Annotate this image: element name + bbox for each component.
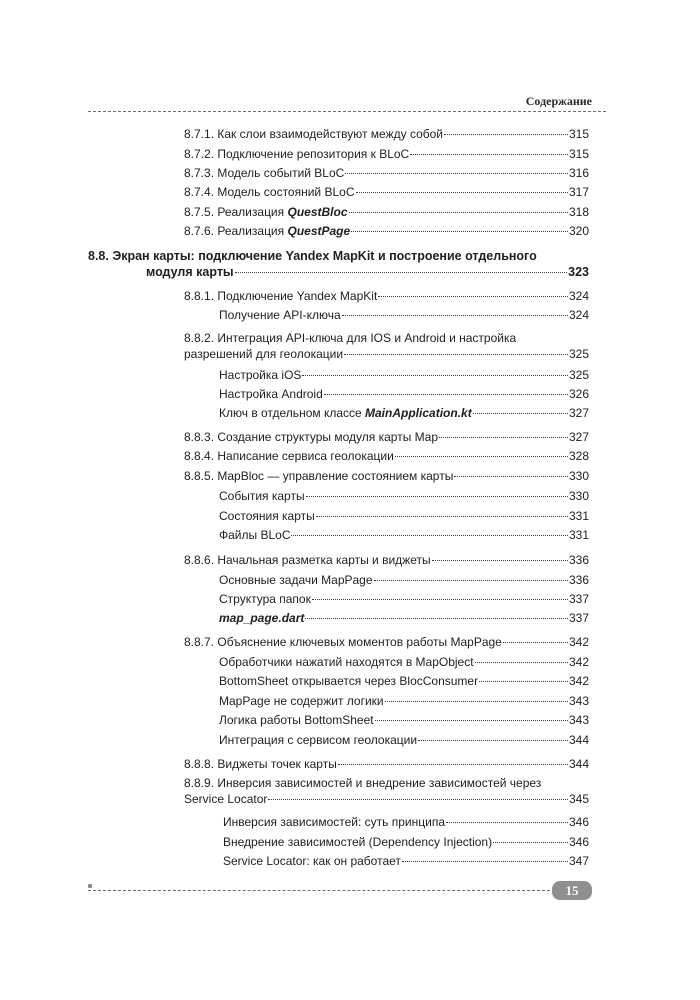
- leader-dots: [410, 154, 568, 155]
- toc-entry-page: 320: [568, 224, 589, 238]
- toc-entry-page: 331: [568, 509, 589, 523]
- leader-dots: [385, 701, 568, 702]
- toc-entry-page: 317: [568, 185, 589, 199]
- leader-dots: [302, 375, 568, 376]
- toc-subentry-map-events[interactable]: [219, 488, 589, 504]
- toc-entry-text: Ключ в отдельном классе: [219, 406, 366, 420]
- leader-dots: [473, 413, 568, 414]
- toc-entry-title: Основные задачи MapPage: [219, 573, 373, 587]
- leader-dots: [356, 192, 568, 193]
- leader-dots: [475, 662, 568, 663]
- toc-subentry-bottomsheet-logic[interactable]: [219, 712, 589, 728]
- toc-entry-page: 347: [568, 854, 589, 868]
- leader-dots: [305, 618, 568, 619]
- toc-entry-page: 328: [568, 449, 589, 463]
- toc-entry-8-8-9[interactable]: [184, 791, 589, 807]
- toc-subentry-bottomsheet-consumer[interactable]: [219, 673, 589, 689]
- toc-subentry-dependency-inversion[interactable]: [223, 814, 589, 830]
- toc-entry-page: 346: [568, 815, 589, 829]
- toc-entry-page: 325: [568, 368, 589, 382]
- toc-entry-emphasis: QuestBloc: [287, 205, 348, 219]
- leader-dots: [378, 296, 568, 297]
- toc-entry-8-8-1[interactable]: [184, 288, 589, 304]
- leader-dots: [395, 456, 568, 457]
- toc-subentry-folder-structure[interactable]: [219, 591, 589, 607]
- toc-entry-page: 325: [568, 347, 589, 361]
- toc-entry-8-8-2-line1[interactable]: 8.8.2. Интеграция API-ключа для IOS и Android и настройка: [184, 331, 517, 345]
- toc-entry-8-8-2[interactable]: [184, 346, 589, 362]
- toc-entry-page: 336: [568, 573, 589, 587]
- toc-subentry-map-states[interactable]: [219, 508, 589, 524]
- leader-dots: [312, 599, 568, 600]
- toc-subentry-main-application[interactable]: [219, 405, 589, 421]
- toc-entry-8-8-6[interactable]: [184, 552, 589, 568]
- toc-entry-title: Интеграция с сервисом геолокации: [219, 733, 418, 747]
- toc-entry-title: MapPage не содержит логики: [219, 694, 384, 708]
- toc-entry-title: [184, 223, 350, 239]
- leader-dots: [479, 681, 568, 682]
- toc-entry-title: Получение API-ключа: [219, 308, 341, 322]
- toc-subentry-service-locator[interactable]: [223, 853, 589, 869]
- toc-entry-title: 8.8.1. Подключение Yandex MapKit: [184, 289, 378, 303]
- toc-entry-title: 8.8.4. Написание сервиса геолокации: [184, 449, 394, 463]
- leader-dots: [316, 516, 568, 517]
- toc-entry-page: 318: [568, 205, 589, 219]
- toc-entry-8-8-7[interactable]: [184, 634, 589, 650]
- toc-entry-page: 342: [568, 674, 589, 688]
- toc-entry-page: 337: [568, 592, 589, 606]
- toc-entry-page: 337: [568, 611, 589, 625]
- toc-entry-title: Внедрение зависимостей (Dependency Injection): [223, 835, 493, 849]
- toc-entry-title: 8.7.4. Модель состояний BLoC: [184, 185, 355, 199]
- toc-entry-title: 8.7.3. Модель событий BLoC: [184, 166, 345, 180]
- toc-entry-page: 316: [568, 166, 589, 180]
- toc-entry-page: 344: [568, 733, 589, 747]
- leader-dots: [306, 496, 568, 497]
- toc-entry-title: Обработчики нажатий находятся в MapObject: [219, 655, 474, 669]
- toc-entry-emphasis: map_page.dart: [219, 611, 305, 625]
- toc-entry-8-8-8[interactable]: [184, 756, 589, 772]
- toc-entry-emphasis: MainApplication.kt: [365, 406, 472, 420]
- toc-entry-page: 336: [568, 553, 589, 567]
- leader-dots: [324, 394, 568, 395]
- leader-dots: [446, 822, 568, 823]
- toc-entry-page: 330: [568, 489, 589, 503]
- toc-entry-8-8-9-line1[interactable]: 8.8.9. Инверсия зависимостей и внедрение зависимостей через: [184, 776, 542, 790]
- toc-entry-title: 8.8.3. Создание структуры модуля карты Map: [184, 430, 438, 444]
- toc-entry-page: 327: [568, 406, 589, 420]
- toc-entry-text: 8.7.5. Реализация: [184, 205, 288, 219]
- toc-entry-title: События карты: [219, 489, 305, 503]
- running-header-title: Содержание: [525, 94, 592, 108]
- toc-subentry-mappage-no-logic[interactable]: [219, 693, 589, 709]
- toc-section-8-8-line1[interactable]: 8.8. Экран карты: подключение Yandex MapKit и построение отдельного: [88, 249, 537, 263]
- toc-entry-title: Настройка Android: [219, 387, 323, 401]
- leader-dots: [418, 740, 568, 741]
- leader-dots: [344, 354, 568, 355]
- toc-entry-8-8-4[interactable]: [184, 448, 589, 464]
- toc-entry-8-7-5[interactable]: [184, 204, 589, 220]
- toc-entry-page: 344: [568, 757, 589, 771]
- page-number-badge: 15: [552, 881, 592, 900]
- toc-entry-page: 343: [568, 694, 589, 708]
- toc-entry-8-8-5[interactable]: [184, 468, 589, 484]
- toc-subentry-dependency-injection[interactable]: [223, 834, 589, 850]
- toc-entry-title: BottomSheet открывается через BlocConsumer: [219, 674, 479, 688]
- leader-dots: [268, 799, 568, 800]
- toc-entry-title: Инверсия зависимостей: суть принципа: [223, 815, 445, 829]
- toc-entry-page: 315: [568, 147, 589, 161]
- toc-subentry-tap-handlers[interactable]: [219, 654, 589, 670]
- toc-entry-8-7-1[interactable]: [184, 126, 589, 142]
- toc-entry-title: Состояния карты: [219, 509, 315, 523]
- leader-dots: [291, 535, 567, 536]
- toc-entry-page: 323: [568, 265, 589, 279]
- toc-entry-8-7-2[interactable]: [184, 146, 589, 162]
- toc-entry-8-7-3[interactable]: [184, 165, 589, 181]
- toc-entry-title: модуля карты: [146, 265, 234, 279]
- toc-entry-page: 326: [568, 387, 589, 401]
- leader-dots: [338, 764, 568, 765]
- toc-entry-page: 330: [568, 469, 589, 483]
- toc-entry-title: Файлы BLoC: [219, 528, 291, 542]
- toc-entry-title: [219, 405, 472, 421]
- leader-dots: [375, 720, 568, 721]
- toc-entry-title: 8.8.6. Начальная разметка карты и виджеты: [184, 553, 431, 567]
- toc-entry-page: 342: [568, 635, 589, 649]
- toc-entry-page: 327: [568, 430, 589, 444]
- toc-entry-title: Логика работы BottomSheet: [219, 713, 374, 727]
- leader-dots: [444, 134, 568, 135]
- toc-subentry-mappage-tasks[interactable]: [219, 572, 589, 588]
- toc-entry-page: 346: [568, 835, 589, 849]
- footer-dashed-rule: [88, 890, 550, 891]
- leader-dots: [349, 212, 568, 213]
- leader-dots: [454, 476, 568, 477]
- toc-entry-8-8-3[interactable]: [184, 429, 589, 445]
- toc-entry-page: 343: [568, 713, 589, 727]
- toc-entry-title: [184, 204, 348, 220]
- toc-entry-title: 8.8.8. Виджеты точек карты: [184, 757, 337, 771]
- toc-entry-page: 324: [568, 289, 589, 303]
- footer-rule-mark: [88, 884, 92, 888]
- toc-entry-page: 315: [568, 127, 589, 141]
- toc-entry-title: Service Locator: [184, 792, 268, 806]
- leader-dots: [432, 560, 568, 561]
- toc-subentry-android[interactable]: [219, 386, 589, 402]
- leader-dots: [493, 842, 568, 843]
- toc-section-8-8[interactable]: [146, 264, 589, 280]
- toc-subentry-map-page-dart[interactable]: [219, 610, 589, 626]
- toc-entry-page: 345: [568, 792, 589, 806]
- leader-dots: [439, 437, 568, 438]
- leader-dots: [374, 580, 568, 581]
- toc-entry-title: [219, 610, 304, 626]
- leader-dots: [342, 315, 568, 316]
- leader-dots: [402, 861, 568, 862]
- toc-entry-page: 324: [568, 308, 589, 322]
- toc-entry-title: 8.7.1. Как слои взаимодействуют между собой: [184, 127, 443, 141]
- leader-dots: [503, 642, 568, 643]
- toc-entry-title: 8.8.5. MapBloc — управление состоянием карты: [184, 469, 454, 483]
- toc-subentry-api-key[interactable]: [219, 307, 589, 323]
- leader-dots: [351, 231, 568, 232]
- leader-dots: [235, 272, 568, 273]
- toc-entry-page: 331: [568, 528, 589, 542]
- toc-entry-8-7-4[interactable]: [184, 184, 589, 200]
- toc-subentry-geolocation-integration[interactable]: [219, 732, 589, 748]
- toc-entry-8-7-6[interactable]: [184, 223, 589, 239]
- toc-entry-emphasis: QuestPage: [287, 224, 351, 238]
- toc-entry-title: 8.8.7. Объяснение ключевых моментов работы MapPage: [184, 635, 502, 649]
- toc-entry-title: Структура папок: [219, 592, 311, 606]
- toc-subentry-ios[interactable]: [219, 367, 589, 383]
- toc-entry-title: разрешений для геолокации: [184, 347, 344, 361]
- toc-subentry-bloc-files[interactable]: [219, 527, 589, 543]
- toc-entry-page: 342: [568, 655, 589, 669]
- toc-entry-title: 8.7.2. Подключение репозитория к BLoC: [184, 147, 410, 161]
- leader-dots: [345, 173, 568, 174]
- toc-entry-title: Настройка iOS: [219, 368, 302, 382]
- toc-entry-title: Service Locator: как он работает: [223, 854, 401, 868]
- toc-entry-text: 8.7.6. Реализация: [184, 224, 288, 238]
